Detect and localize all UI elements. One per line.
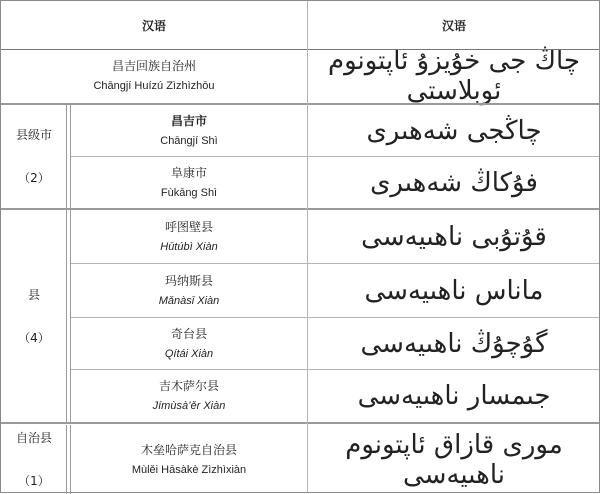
row-chinese: 玛纳斯县: [164, 273, 213, 288]
group-divider: [66, 425, 71, 494]
row-uyghur-cell: [307, 318, 600, 369]
row-divider: [71, 156, 599, 157]
group-autonomous-county: [1, 425, 67, 494]
row-uyghur: چاڭجى شەھىرى: [366, 115, 542, 146]
row-chinese: 呼图壁县: [164, 219, 213, 234]
row-pinyin: Qítái Xiàn: [164, 347, 214, 360]
section-divider: [1, 103, 599, 105]
table-row: [71, 264, 307, 317]
group-divider: [66, 210, 71, 422]
prefecture-name: 昌吉回族自治州: [111, 59, 196, 73]
prefecture-cell: [1, 50, 307, 102]
table-row: [71, 370, 307, 422]
prefecture-uyghur: چاڭ جى خۇيزۇ ئاپتونوم ئوبلاستى: [327, 46, 581, 106]
row-uyghur-cell: [307, 425, 600, 494]
row-chinese: 奇台县: [170, 326, 207, 341]
header-chinese-label: 汉语: [141, 18, 166, 33]
row-uyghur: قۇتۇبى ناھىيەسى: [361, 221, 547, 252]
section-divider: [1, 208, 599, 210]
table-row: [71, 105, 307, 156]
group-divider: [66, 105, 71, 208]
row-divider: [71, 263, 599, 264]
row-pinyin: Fùkāng Shì: [160, 186, 218, 199]
header-second-label: 汉语: [441, 18, 466, 33]
group-county-city: [1, 105, 67, 208]
row-uyghur-cell: [307, 210, 600, 263]
row-uyghur: جىمسار ناھىيەسى: [357, 381, 551, 411]
row-chinese: 木垒哈萨克自治县: [140, 442, 237, 457]
group-label: 自治县: [15, 431, 52, 445]
group-county: [1, 210, 67, 422]
header-chinese: [1, 1, 307, 49]
group-count: （1）: [18, 474, 50, 488]
row-uyghur-cell: [307, 264, 600, 317]
row-uyghur: مورى قازاق ئاپتونوم ناھىيەسى: [345, 429, 563, 490]
row-uyghur: گۇچۇڭ ناھىيەسى: [360, 328, 548, 359]
row-chinese: 昌吉市: [170, 113, 207, 128]
table-row: [71, 157, 307, 208]
table-row: [71, 425, 307, 494]
section-divider: [1, 422, 599, 424]
row-uyghur-cell: [307, 157, 600, 208]
row-uyghur: ماناس ناھىيەسى: [364, 275, 544, 306]
row-chinese: 吉木萨尔县: [158, 379, 219, 393]
row-uyghur-cell: [307, 105, 600, 156]
row-chinese: 阜康市: [170, 165, 207, 180]
row-uyghur-cell: [307, 370, 600, 422]
row-pinyin: Hūtúbì Xiàn: [160, 240, 218, 253]
prefecture-pinyin: Chāngjí Huízú Zìzhìzhōu: [93, 80, 215, 92]
prefecture-uyghur-cell: [307, 46, 600, 106]
row-pinyin: Mǎnàsī Xiàn: [158, 294, 220, 307]
header-divider: [1, 49, 599, 50]
group-count: （4）: [18, 330, 50, 345]
group-count: （2）: [18, 171, 50, 185]
row-divider: [71, 317, 599, 318]
table-row: [71, 210, 307, 263]
row-uyghur: فۇكاڭ شەھىرى: [370, 167, 538, 198]
row-pinyin: Jímùsà’ěr Xiàn: [152, 400, 226, 412]
group-label: 县: [27, 287, 40, 302]
table-row: [71, 318, 307, 369]
group-label: 县级市: [15, 128, 52, 142]
header-second: [307, 1, 600, 49]
column-divider: [307, 1, 308, 492]
row-divider: [71, 369, 599, 370]
row-pinyin: Chāngjí Shì: [160, 134, 218, 147]
row-pinyin: Mùlěi Hāsàkè Zìzhìxiàn: [131, 463, 247, 476]
